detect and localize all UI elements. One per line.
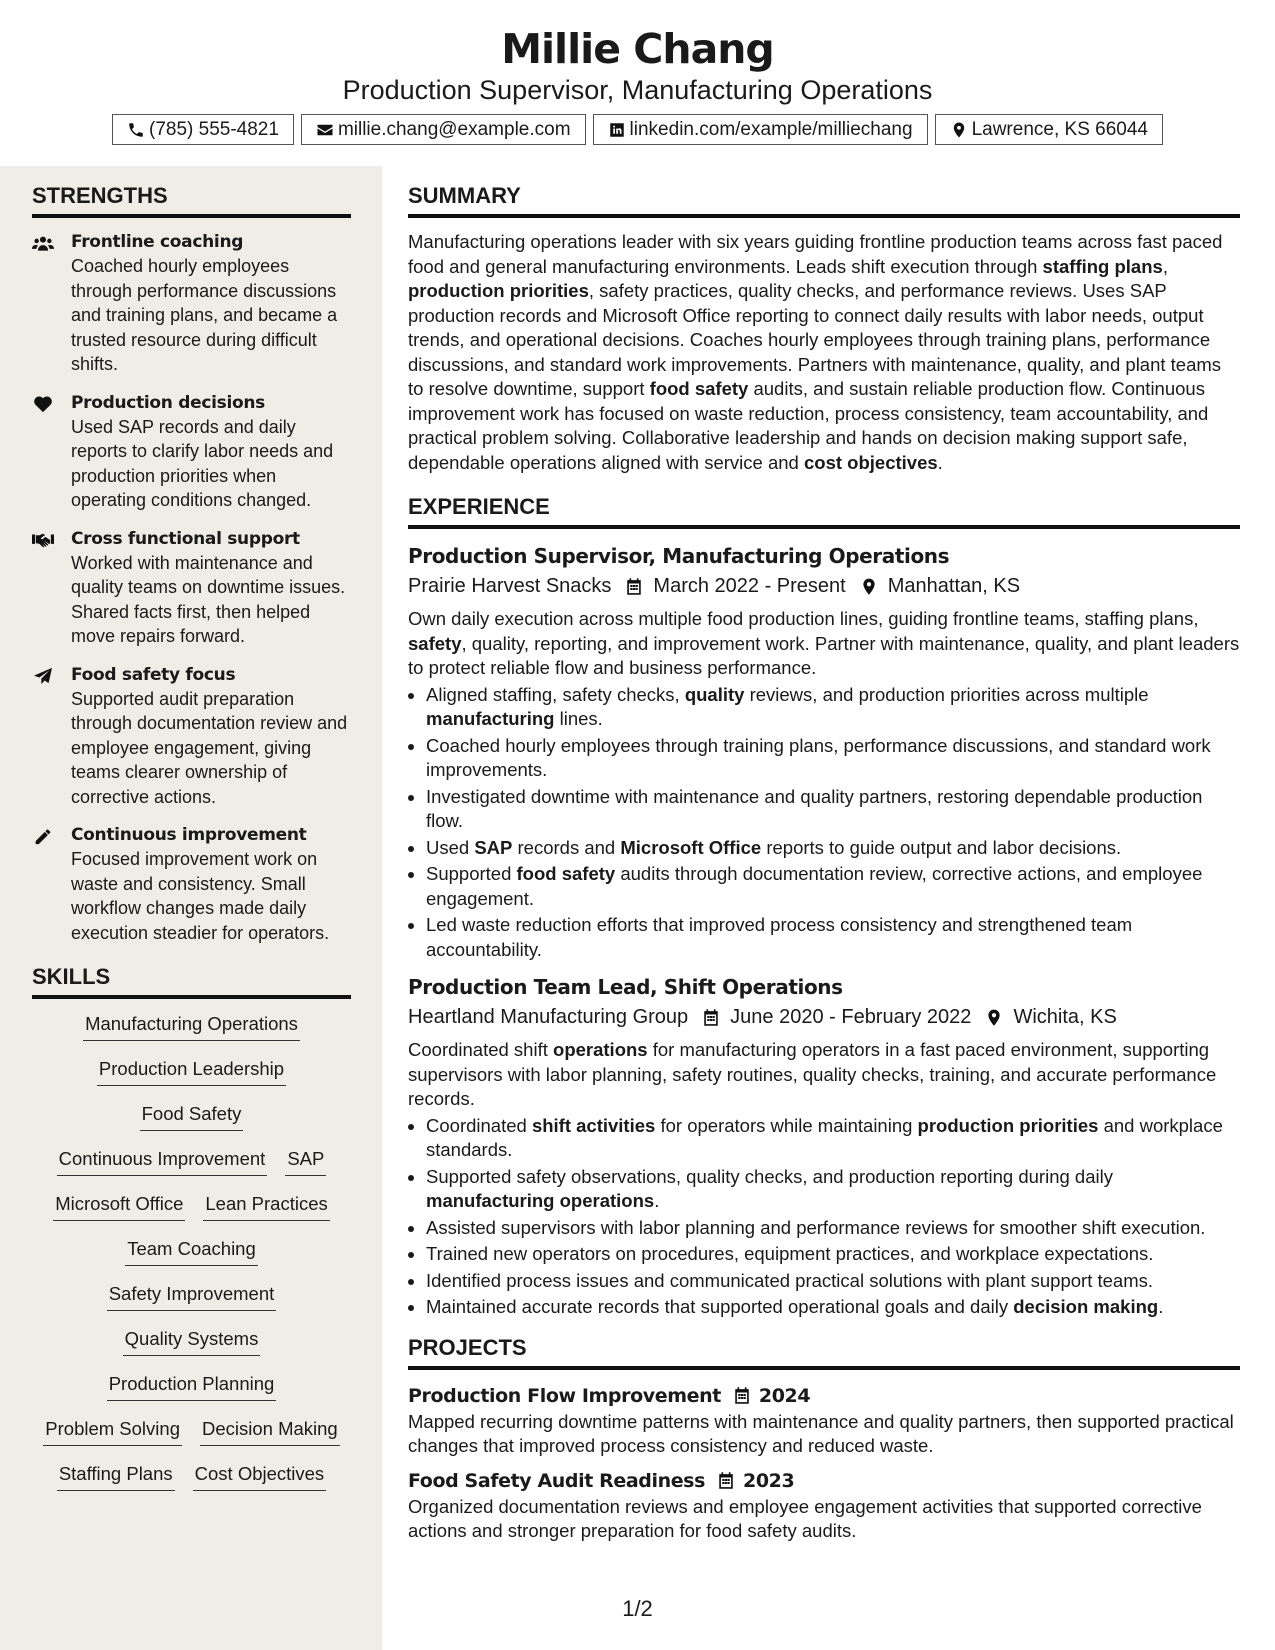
list-item (426, 1114, 1240, 1163)
list-item (426, 1295, 1240, 1320)
bold-text: cost objectives (803, 451, 938, 473)
contact-linkedin-text: linkedin.com/example/milliechang (629, 118, 913, 140)
list-item (426, 1269, 1240, 1294)
experience-heading: EXPERIENCE (408, 489, 1240, 529)
skill-row (32, 1011, 351, 1056)
bold-text: manufacturing (426, 708, 555, 729)
job-intro (408, 607, 1240, 681)
project-year: 2023 (743, 1469, 795, 1492)
bold-text: safety (408, 632, 462, 654)
skill-tag: Lean Practices (203, 1191, 329, 1221)
projects-list (408, 1382, 1240, 1544)
text-run: Identified process issues and communicated practical solutions with plant support teams. (426, 1269, 1154, 1291)
bold-text: quality (684, 683, 745, 705)
resume-header (0, 0, 1275, 145)
strength-description: Supported audit preparation through documentation review and employee engagement, giving teams clearer ownership of corrective actions. (71, 688, 348, 807)
skill-tag: Cost Objectives (193, 1461, 327, 1491)
list-item (426, 1216, 1240, 1241)
calendar-icon (625, 577, 643, 596)
bold-text: food safety (649, 378, 749, 399)
skill-tag: Food Safety (140, 1101, 244, 1131)
page-number: 1/2 (622, 1596, 653, 1621)
contact-email[interactable] (301, 114, 586, 145)
text-run: Own daily execution across multiple food production lines, guiding frontline teams, staffing plans, (408, 608, 1199, 629)
experience-list (408, 541, 1240, 1320)
text-run: Investigated downtime with maintenance and quality partners, restoring dependable production flow. (426, 785, 1203, 831)
bold-text: operations (553, 1039, 648, 1060)
text-run: audits, and sustain reliable production flow. Continuous improvement work has focused on waste reduction, process consistency, team accountability, and practical problem solving. Collaborative leadership and hands on decision making support safe, dependable operations aligned with service and (408, 378, 1209, 473)
job-meta (408, 1002, 1240, 1032)
contact-location-text: Lawrence, KS 66044 (971, 118, 1148, 140)
strength-item (32, 230, 351, 377)
strength-item (32, 823, 351, 945)
list-item (426, 862, 1240, 911)
strength-description: Coached hourly employees through performance discussions and training plans, and became a trusted resource during difficult shifts. (71, 256, 338, 374)
list-item (426, 785, 1240, 834)
summary-heading: SUMMARY (408, 178, 1240, 218)
skill-tag: Decision Making (200, 1416, 340, 1446)
list-item (426, 1242, 1240, 1267)
job-dates: March 2022 - Present (653, 575, 846, 597)
calendar-icon (702, 1008, 720, 1027)
job-bullets (426, 683, 1240, 963)
map-pin-icon (985, 1008, 1003, 1027)
list-item (426, 836, 1240, 861)
project-header (408, 1382, 1240, 1410)
skill-row (32, 1146, 351, 1191)
text-run: audits through documentation review, corrective actions, and employee engagement. (426, 863, 1203, 909)
strength-description: Worked with maintenance and quality teams on downtime issues. Shared facts first, then helped move repairs forward. (71, 552, 346, 646)
skill-tag: Safety Improvement (107, 1281, 277, 1311)
strength-item (32, 527, 351, 649)
text-run: for manufacturing operators in a fast paced environment, supporting supervisors with labor planning, safety routines, quality checks, training, and accurate performance records. (408, 1039, 1217, 1109)
strength-description: Focused improvement work on waste and consistency. Small workflow changes made daily execution steadier for operators. (71, 849, 330, 943)
skill-row (32, 1326, 351, 1371)
skill-tag: SAP (285, 1146, 326, 1176)
strengths-list (32, 230, 351, 945)
strength-item (32, 391, 351, 513)
strength-title: Continuous improvement (71, 825, 307, 845)
text-run: , (1162, 255, 1168, 277)
job-location: Manhattan, KS (887, 575, 1021, 597)
skill-row (32, 1461, 351, 1506)
text-run: Assisted supervisors with labor planning and performance reviews for smoother shift execution. (426, 1216, 1206, 1238)
skill-tag: Continuous Improvement (57, 1146, 268, 1176)
skill-row (32, 1416, 351, 1461)
project-entry (408, 1467, 1240, 1544)
skill-tag: Team Coaching (125, 1236, 258, 1266)
job-location: Wichita, KS (1013, 1006, 1117, 1028)
skill-row (32, 1101, 351, 1146)
map-pin-icon (950, 121, 968, 139)
text-run: Coordinated shift (408, 1039, 554, 1060)
skill-tag: Problem Solving (43, 1416, 182, 1446)
skills-heading: SKILLS (32, 959, 351, 999)
job-bullets (426, 1114, 1240, 1320)
bold-text: food safety (516, 863, 616, 884)
contact-phone-text: (785) 555-4821 (149, 118, 279, 140)
bold-text: SAP (474, 836, 513, 858)
calendar-icon (717, 1471, 735, 1490)
list-item (426, 734, 1240, 783)
text-run: Trained new operators on procedures, equipment practices, and workplace expectations. (426, 1243, 1154, 1264)
job-meta (408, 571, 1240, 601)
strength-description: Used SAP records and daily reports to clarify labor needs and production priorities when operating conditions changed. (71, 416, 334, 510)
contact-phone[interactable] (112, 114, 294, 145)
skill-tag: Quality Systems (123, 1326, 261, 1356)
skill-tag: Production Planning (107, 1371, 277, 1401)
text-run: , quality, reporting, and improvement work. Partner with maintenance, quality, and plant leaders to protect reliable flow and business performance. (408, 632, 1240, 678)
job-title: Production Team Lead, Shift Operations (408, 975, 843, 999)
summary-text (408, 230, 1240, 475)
project-entry (408, 1382, 1240, 1459)
skill-row (32, 1236, 351, 1281)
candidate-name: Millie Chang (501, 25, 774, 73)
job-entry (408, 972, 1240, 1320)
linkedin-icon (608, 121, 626, 139)
paper-plane-icon (32, 663, 71, 810)
skill-row (32, 1191, 351, 1236)
skill-row (32, 1371, 351, 1416)
text-run: reviews, and production priorities across multiple (744, 683, 1149, 705)
text-run: for operators while maintaining (655, 1114, 918, 1136)
text-run: Manufacturing operations leader with six years guiding frontline production teams across fast paced food and general manufacturing environments. Leads shift execution through (408, 231, 1223, 277)
contact-bar (0, 114, 1275, 145)
project-header (408, 1467, 1240, 1495)
job-title: Production Supervisor, Manufacturing Operations (408, 544, 950, 568)
list-item (426, 1165, 1240, 1214)
strength-title: Cross functional support (71, 528, 300, 549)
main-content (408, 178, 1240, 1552)
text-run: reports to guide output and labor decisions. (761, 836, 1122, 858)
bold-text: staffing plans (1042, 255, 1163, 277)
map-pin-icon (860, 577, 878, 596)
bold-text: Microsoft Office (620, 836, 762, 858)
text-run: Supported safety observations, quality checks, and production reporting during daily (426, 1165, 1113, 1187)
text-run: records and (512, 836, 621, 858)
strength-item (32, 663, 351, 810)
bold-text: decision making (1013, 1296, 1159, 1317)
list-item (426, 913, 1240, 962)
project-description: Organized documentation reviews and employee engagement activities that supported corrective actions and stronger preparation for food safety audits. (408, 1495, 1202, 1541)
text-run: . (1158, 1296, 1164, 1317)
skill-tag: Microsoft Office (53, 1191, 185, 1221)
text-run: Used (426, 836, 475, 858)
job-company: Prairie Harvest Snacks (408, 575, 612, 597)
project-description: Mapped recurring downtime patterns with maintenance and quality partners, then supported practical changes that improved process consistency and reduced waste. (408, 1410, 1234, 1456)
pencil-icon (32, 823, 71, 945)
job-dates: June 2020 - February 2022 (730, 1006, 972, 1028)
list-item (426, 683, 1240, 732)
text-run: , safety practices, quality checks, and performance reviews. Uses SAP production records and Microsoft Office reporting to connect daily results with labor needs, output trends, and operational decisions. Coaches hourly employees through training plans, performance discussions, and standard work improvements. Partners with maintenance, quality, and plant teams to resolve downtime, support (408, 280, 1222, 399)
heart-icon (32, 391, 71, 513)
text-run: and workplace standards. (426, 1114, 1223, 1160)
bold-text: production priorities (917, 1114, 1099, 1136)
project-title: Production Flow Improvement (408, 1384, 721, 1407)
text-run: . (654, 1190, 660, 1211)
text-run: Led waste reduction efforts that improved process consistency and strengthened team accountability. (426, 914, 1133, 960)
bold-text: manufacturing operations (426, 1190, 655, 1211)
skills-list (32, 1011, 351, 1506)
bold-text: shift activities (531, 1114, 656, 1136)
contact-linkedin[interactable] (593, 114, 928, 145)
job-entry (408, 541, 1240, 962)
users-icon (32, 230, 71, 377)
skill-row (32, 1056, 351, 1101)
strength-title: Food safety focus (71, 664, 236, 685)
calendar-icon (733, 1386, 751, 1405)
skill-tag: Staffing Plans (57, 1461, 175, 1491)
contact-location[interactable] (935, 114, 1163, 145)
sidebar (32, 178, 351, 1506)
contact-email-text: millie.chang@example.com (337, 118, 571, 140)
project-year: 2024 (758, 1384, 811, 1407)
text-run: Coached hourly employees through training plans, performance discussions, and standard work improvements. (426, 734, 1211, 780)
projects-heading: PROJECTS (408, 1330, 1240, 1370)
text-run: Coordinated (426, 1114, 532, 1136)
envelope-icon (316, 121, 334, 139)
skill-tag: Production Leadership (97, 1056, 286, 1086)
text-run: Aligned staffing, safety checks, (426, 683, 685, 705)
skill-tag: Manufacturing Operations (83, 1011, 300, 1041)
skill-row (32, 1281, 351, 1326)
candidate-title: Production Supervisor, Manufacturing Operations (342, 75, 933, 105)
strengths-heading: STRENGTHS (32, 178, 351, 218)
strength-title: Production decisions (71, 392, 265, 413)
text-run: lines. (554, 708, 603, 729)
bold-text: production priorities (408, 280, 589, 301)
project-title: Food Safety Audit Readiness (408, 1469, 705, 1492)
text-run: . (937, 451, 943, 473)
job-company: Heartland Manufacturing Group (408, 1006, 689, 1028)
phone-icon (127, 121, 145, 139)
job-intro (408, 1038, 1240, 1112)
text-run: Maintained accurate records that supported operational goals and daily (426, 1296, 1014, 1317)
strength-title: Frontline coaching (71, 232, 244, 252)
text-run: Supported (426, 863, 517, 884)
handshake-icon (32, 527, 71, 649)
